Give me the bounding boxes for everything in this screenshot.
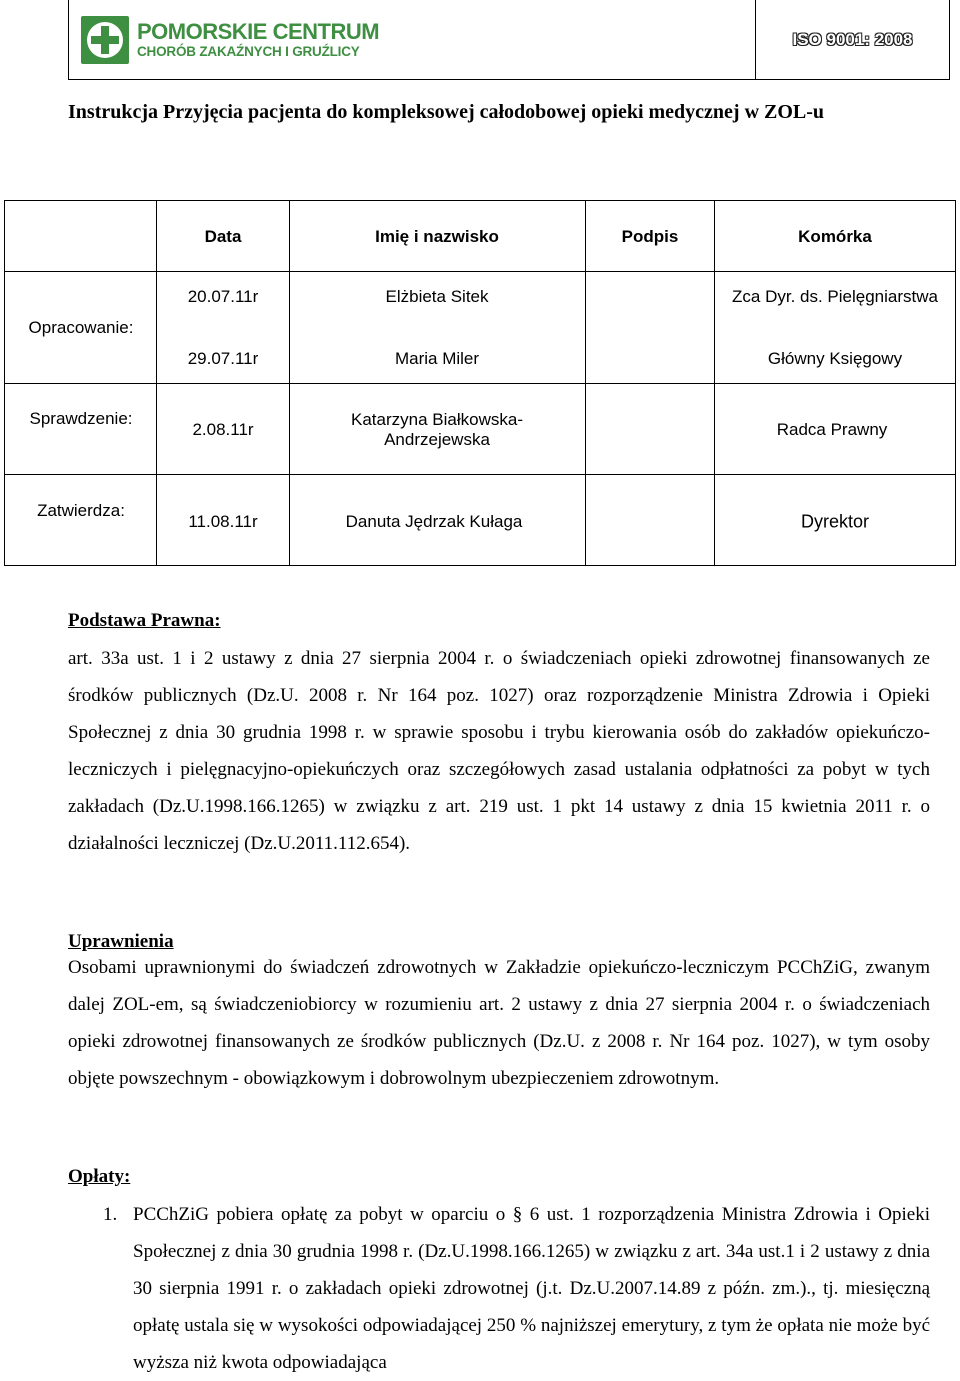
header-unit: Komórka <box>798 227 872 246</box>
iso-label: ISO 9001: 2008 <box>792 29 913 49</box>
row-name: Maria Miler <box>394 349 480 368</box>
logo-line2: CHORÓB ZAKAŹNYCH I GRUŹLICY <box>137 43 360 59</box>
iso-cell <box>756 0 949 79</box>
row-unit: Dyrektor <box>800 511 870 532</box>
row-name: Elżbieta Sitek <box>385 287 489 306</box>
header-date: Data <box>204 227 242 246</box>
row-label-approved: Zatwierdza: <box>37 501 125 520</box>
logo-cell <box>69 0 756 79</box>
fees-heading: Opłaty: <box>68 1166 131 1187</box>
row-name-line1: Katarzyna Białkowska- <box>351 410 523 429</box>
approval-table <box>4 200 956 566</box>
entitlements-heading: Uprawnienia <box>68 931 174 952</box>
row-date: 2.08.11r <box>192 420 254 439</box>
document-title: Instrukcja Przyjęcia pacjenta do kompleksowej całodobowej opieki medycznej w ZOL-u <box>68 101 825 123</box>
row-unit: Zca Dyr. ds. Pielęgniarstwa <box>732 287 938 306</box>
row-date: 11.08.11r <box>188 512 258 531</box>
row-date: 20.07.11r <box>187 287 259 306</box>
list-item-text: PCChZiG pobiera opłatę za pobyt w oparciu o § 6 ust. 1 rozporządzenia Ministra Zdrowia i Opieki Społecznej z dnia 30 grudnia 1998 r. (Dz.U.1998.166.1265) w związku z art. 34a ust.1 i 2 ustawy z dnia 30 sierpnia 1991 r. o zakładach opieki zdrowotnej (j.t. Dz.U.2007.14.89 z późn. zm.)., tj. miesięczną opłatę ustala się w wysokości odpowiadającej 250 % najniższej emerytury, z tym że opłata nie może być wyższa niż kwota odpowiadająca <box>133 1204 930 1373</box>
hospital-logo-icon <box>81 16 129 64</box>
header-name: Imię i nazwisko <box>375 227 499 246</box>
document-header <box>68 0 950 80</box>
legal-basis-text: art. 33a ust. 1 i 2 ustawy z dnia 27 sierpnia 2004 r. o świadczeniach opieki zdrowotnej finansowanych ze środków publicznych (Dz.U. 2008 r. Nr 164 poz. 1027) oraz rozporządzenie Ministra Zdrowia i Opieki Społecznej z dnia 30 grudnia 1998 r. w sprawie sposobu i trybu kierowania osób do zakładów opiekuńczo-leczniczych i pielęgnacyjno-opiekuńczych oraz szczegółowych zasad ustalania odpłatności za pobyt w tych zakładach (Dz.U.1998.166.1265) w związku z art. 219 ust. 1 pkt 14 ustawy z dnia 15 kwietnia 2011 r. o działalności leczniczej (Dz.U.2011.112.654). <box>68 648 930 854</box>
row-label-checked: Sprawdzenie: <box>29 409 133 428</box>
row-name <box>351 410 523 450</box>
logo-line1: POMORSKIE CENTRUM <box>137 18 380 44</box>
logo-text <box>137 18 380 59</box>
list-item-number: 1. <box>103 1204 118 1225</box>
row-name-line2: Andrzejewska <box>384 430 490 449</box>
header-signature: Podpis <box>621 227 679 246</box>
row-unit: Radca Prawny <box>776 420 888 439</box>
legal-basis-heading: Podstawa Prawna: <box>68 610 221 631</box>
row-unit: Główny Księgowy <box>767 349 903 368</box>
row-label-prepared: Opracowanie: <box>28 318 134 337</box>
row-date: 29.07.11r <box>187 349 259 368</box>
row-name: Danuta Jędrzak Kułaga <box>345 512 523 531</box>
entitlements-text: Osobami uprawnionymi do świadczeń zdrowotnych w Zakładzie opiekuńczo-leczniczym PCChZiG, zwanym dalej ZOL-em, są świadczeniobiorcy w rozumieniu art. 2 ustawy z dnia 27 sierpnia 2004 r. o świadczeniach opieki zdrowotnej finansowanych ze środków publicznych (Dz.U. z 2008 r. Nr 164 poz. 1027), w tym osoby objęte powszechnym - obowiązkowym i dobrowolnym ubezpieczeniem zdrowotnym. <box>68 957 930 1089</box>
